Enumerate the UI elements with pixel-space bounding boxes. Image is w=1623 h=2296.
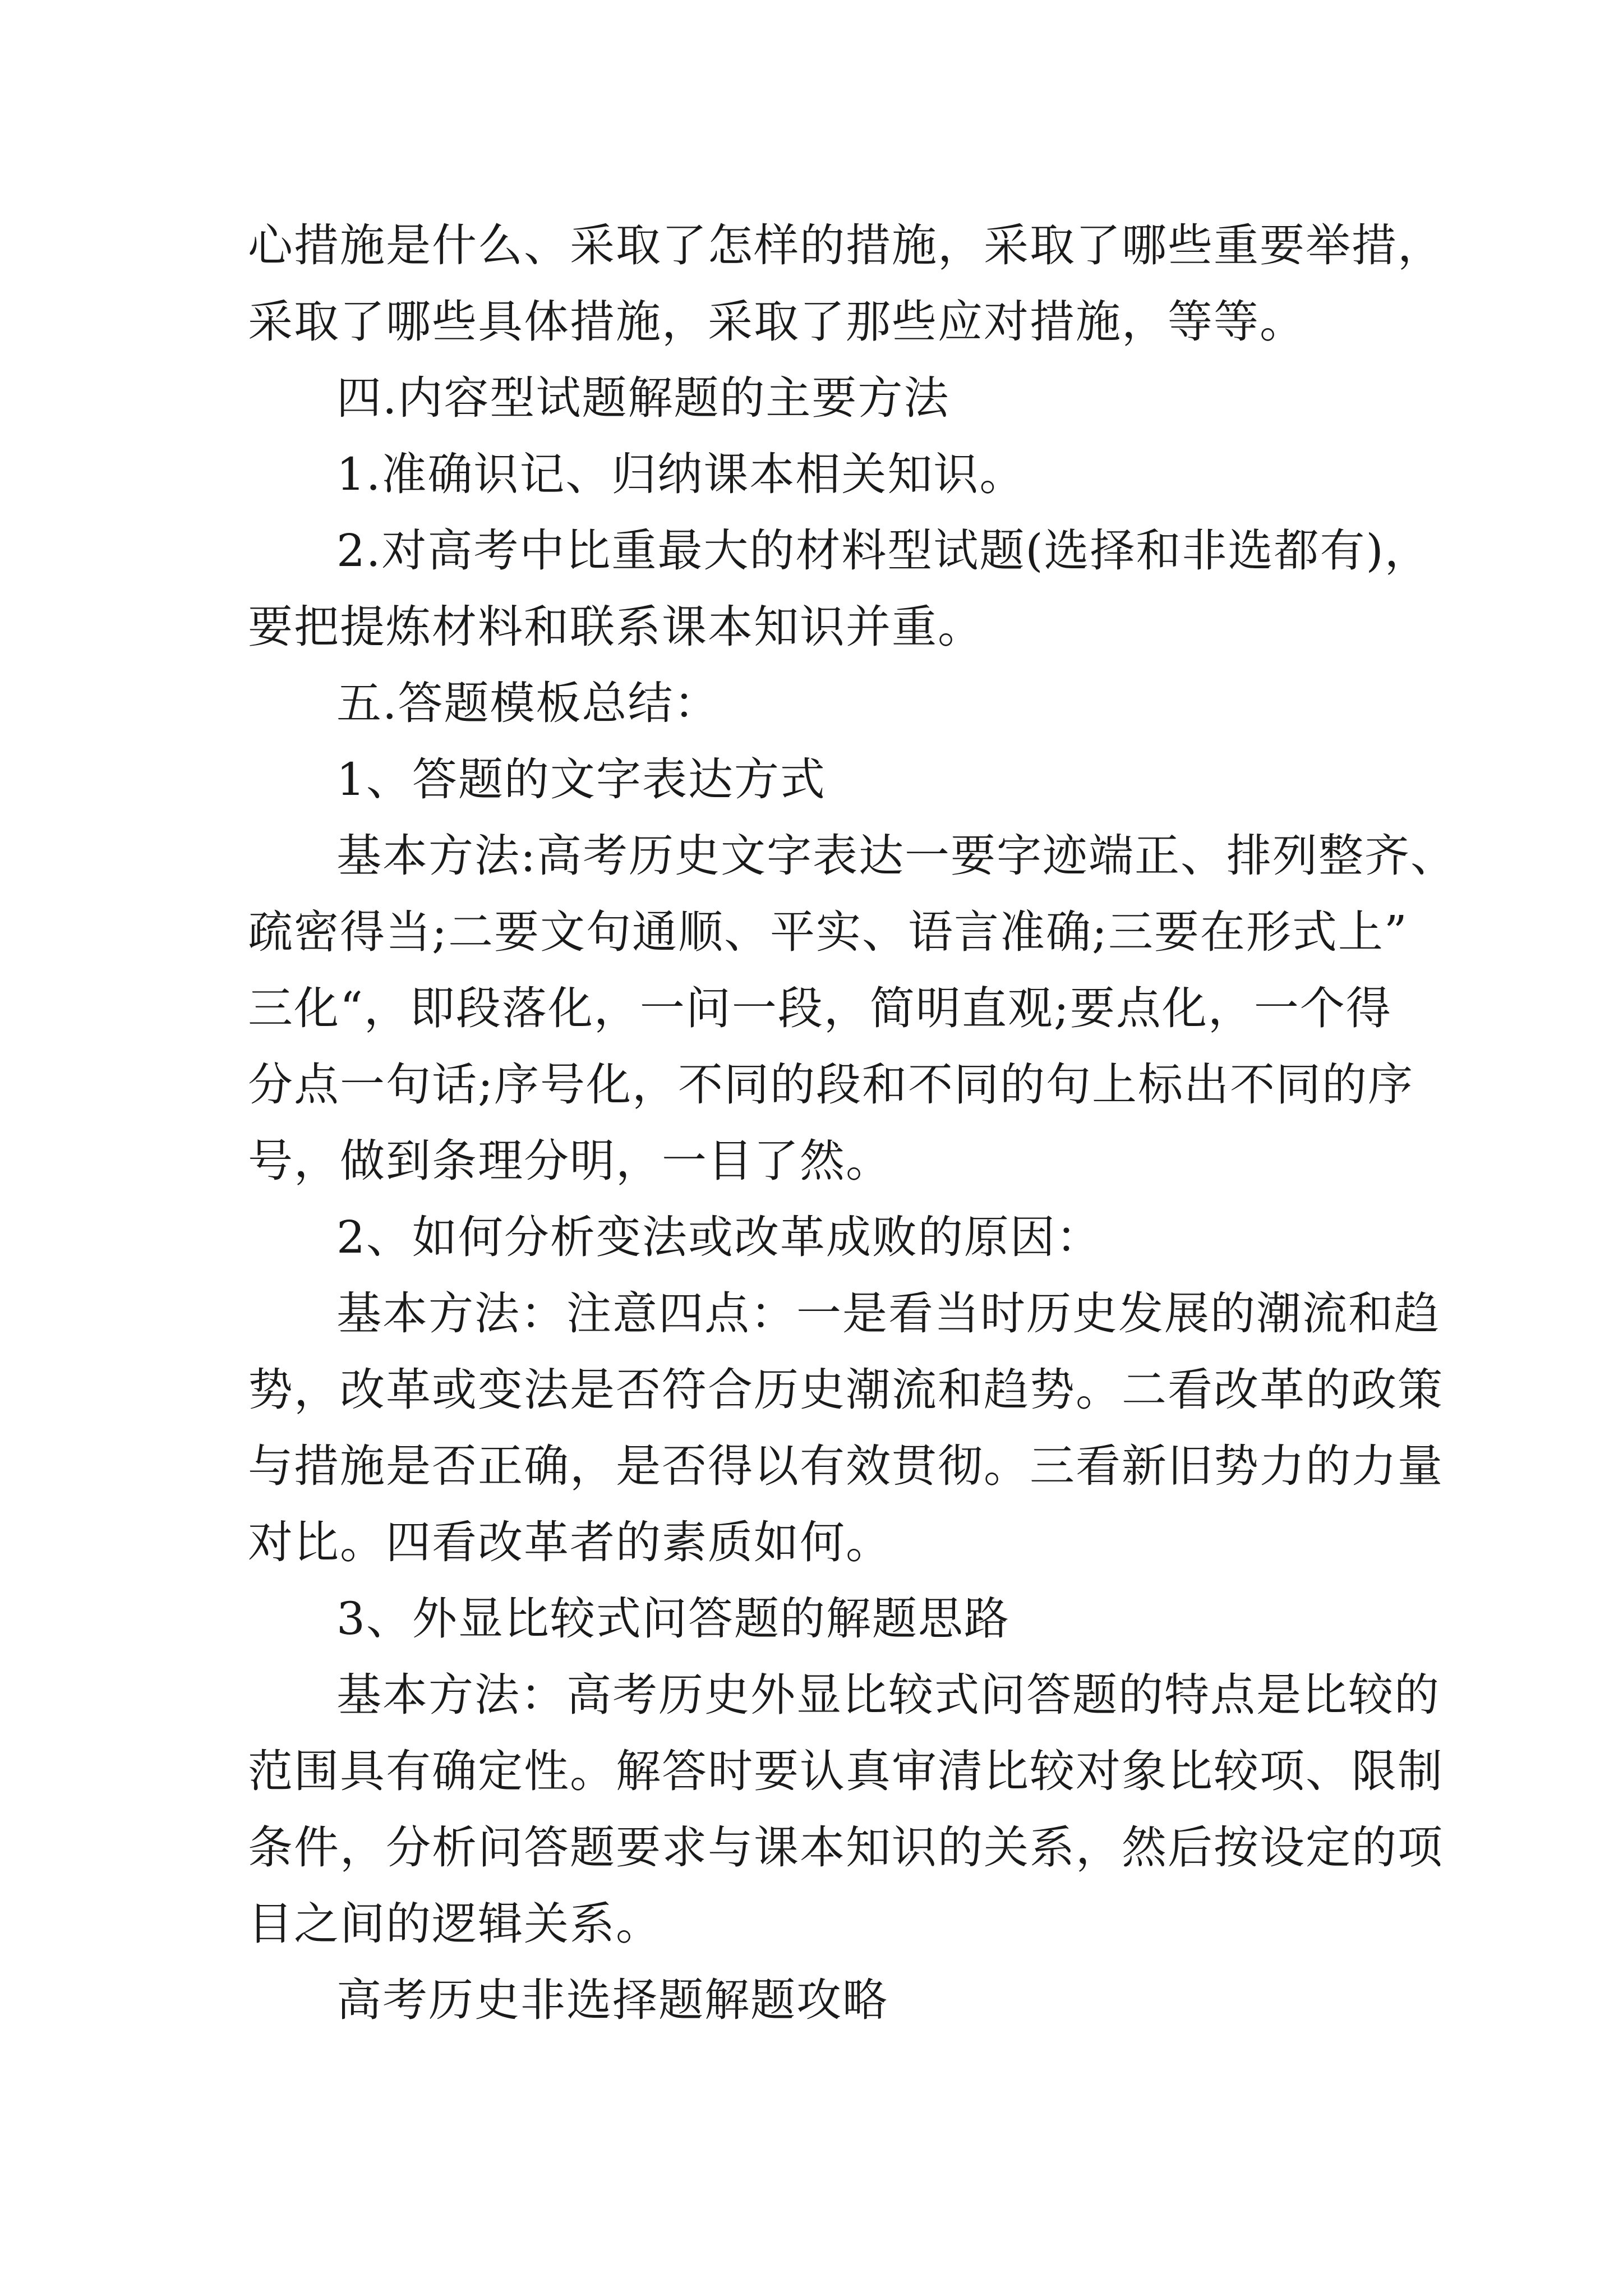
section-title: 高考历史非选择题解题攻略	[336, 1974, 888, 2026]
text-line-18: 对比。四看改革者的素质如何。	[248, 1516, 892, 1568]
subheading-2: 2、如何分析变法或改革成败的原因：	[336, 1211, 1102, 1263]
text-line-17: 与措施是否正确，是否得以有效贯彻。三看新旧势力的力量	[248, 1440, 1444, 1492]
subheading-1: 1、答题的文字表达方式	[336, 753, 826, 806]
text-line-20: 基本方法：高考历史外显比较式问答题的特点是比较的	[336, 1669, 1440, 1721]
text-line-16: 势，改革或变法是否符合历史潮流和趋势。二看改革的政策	[248, 1364, 1444, 1416]
text-line-2: 采取了哪些具体措施，采取了那些应对措施，等等。	[248, 296, 1306, 348]
text-line-21: 范围具有确定性。解答时要认真审清比较对象比较项、限制	[248, 1745, 1444, 1797]
text-line-1: 心措施是什么、采取了怎样的措施，采取了哪些重要举措，	[248, 219, 1444, 272]
text-line-12: 分点一句话;序号化，不同的段和不同的句上标出不同的序	[248, 1059, 1414, 1111]
text-line-5: 2.对高考中比重最大的材料型试题(选择和非选都有)，	[336, 524, 1431, 577]
text-line-22: 条件，分析问答题要求与课本知识的关系，然后按设定的项	[248, 1821, 1444, 1874]
text-line-13: 号，做到条理分明，一目了然。	[248, 1135, 892, 1187]
text-line-23: 目之间的逻辑关系。	[248, 1898, 662, 1950]
text-line-15: 基本方法：注意四点：一是看当时历史发展的潮流和趋	[336, 1287, 1440, 1340]
section-heading-5: 五.答题模板总结：	[336, 677, 720, 729]
text-line-11: 三化“，即段落化，一问一段，简明直观;要点化，一个得	[248, 982, 1392, 1034]
text-line-10: 疏密得当;二要文句通顺、平实、语言准确;三要在形式上”	[248, 906, 1408, 958]
text-line-9: 基本方法:高考历史文字表达一要字迹端正、排列整齐、	[336, 830, 1456, 882]
text-line-4: 1.准确识记、归纳课本相关知识。	[336, 448, 1026, 500]
body-text	[248, 208, 1456, 2039]
subheading-3: 3、外显比较式问答题的解题思路	[336, 1593, 1010, 1645]
text-line-6: 要把提炼材料和联系课本知识并重。	[248, 601, 984, 653]
section-heading-4: 四.内容型试题解题的主要方法	[336, 372, 950, 424]
